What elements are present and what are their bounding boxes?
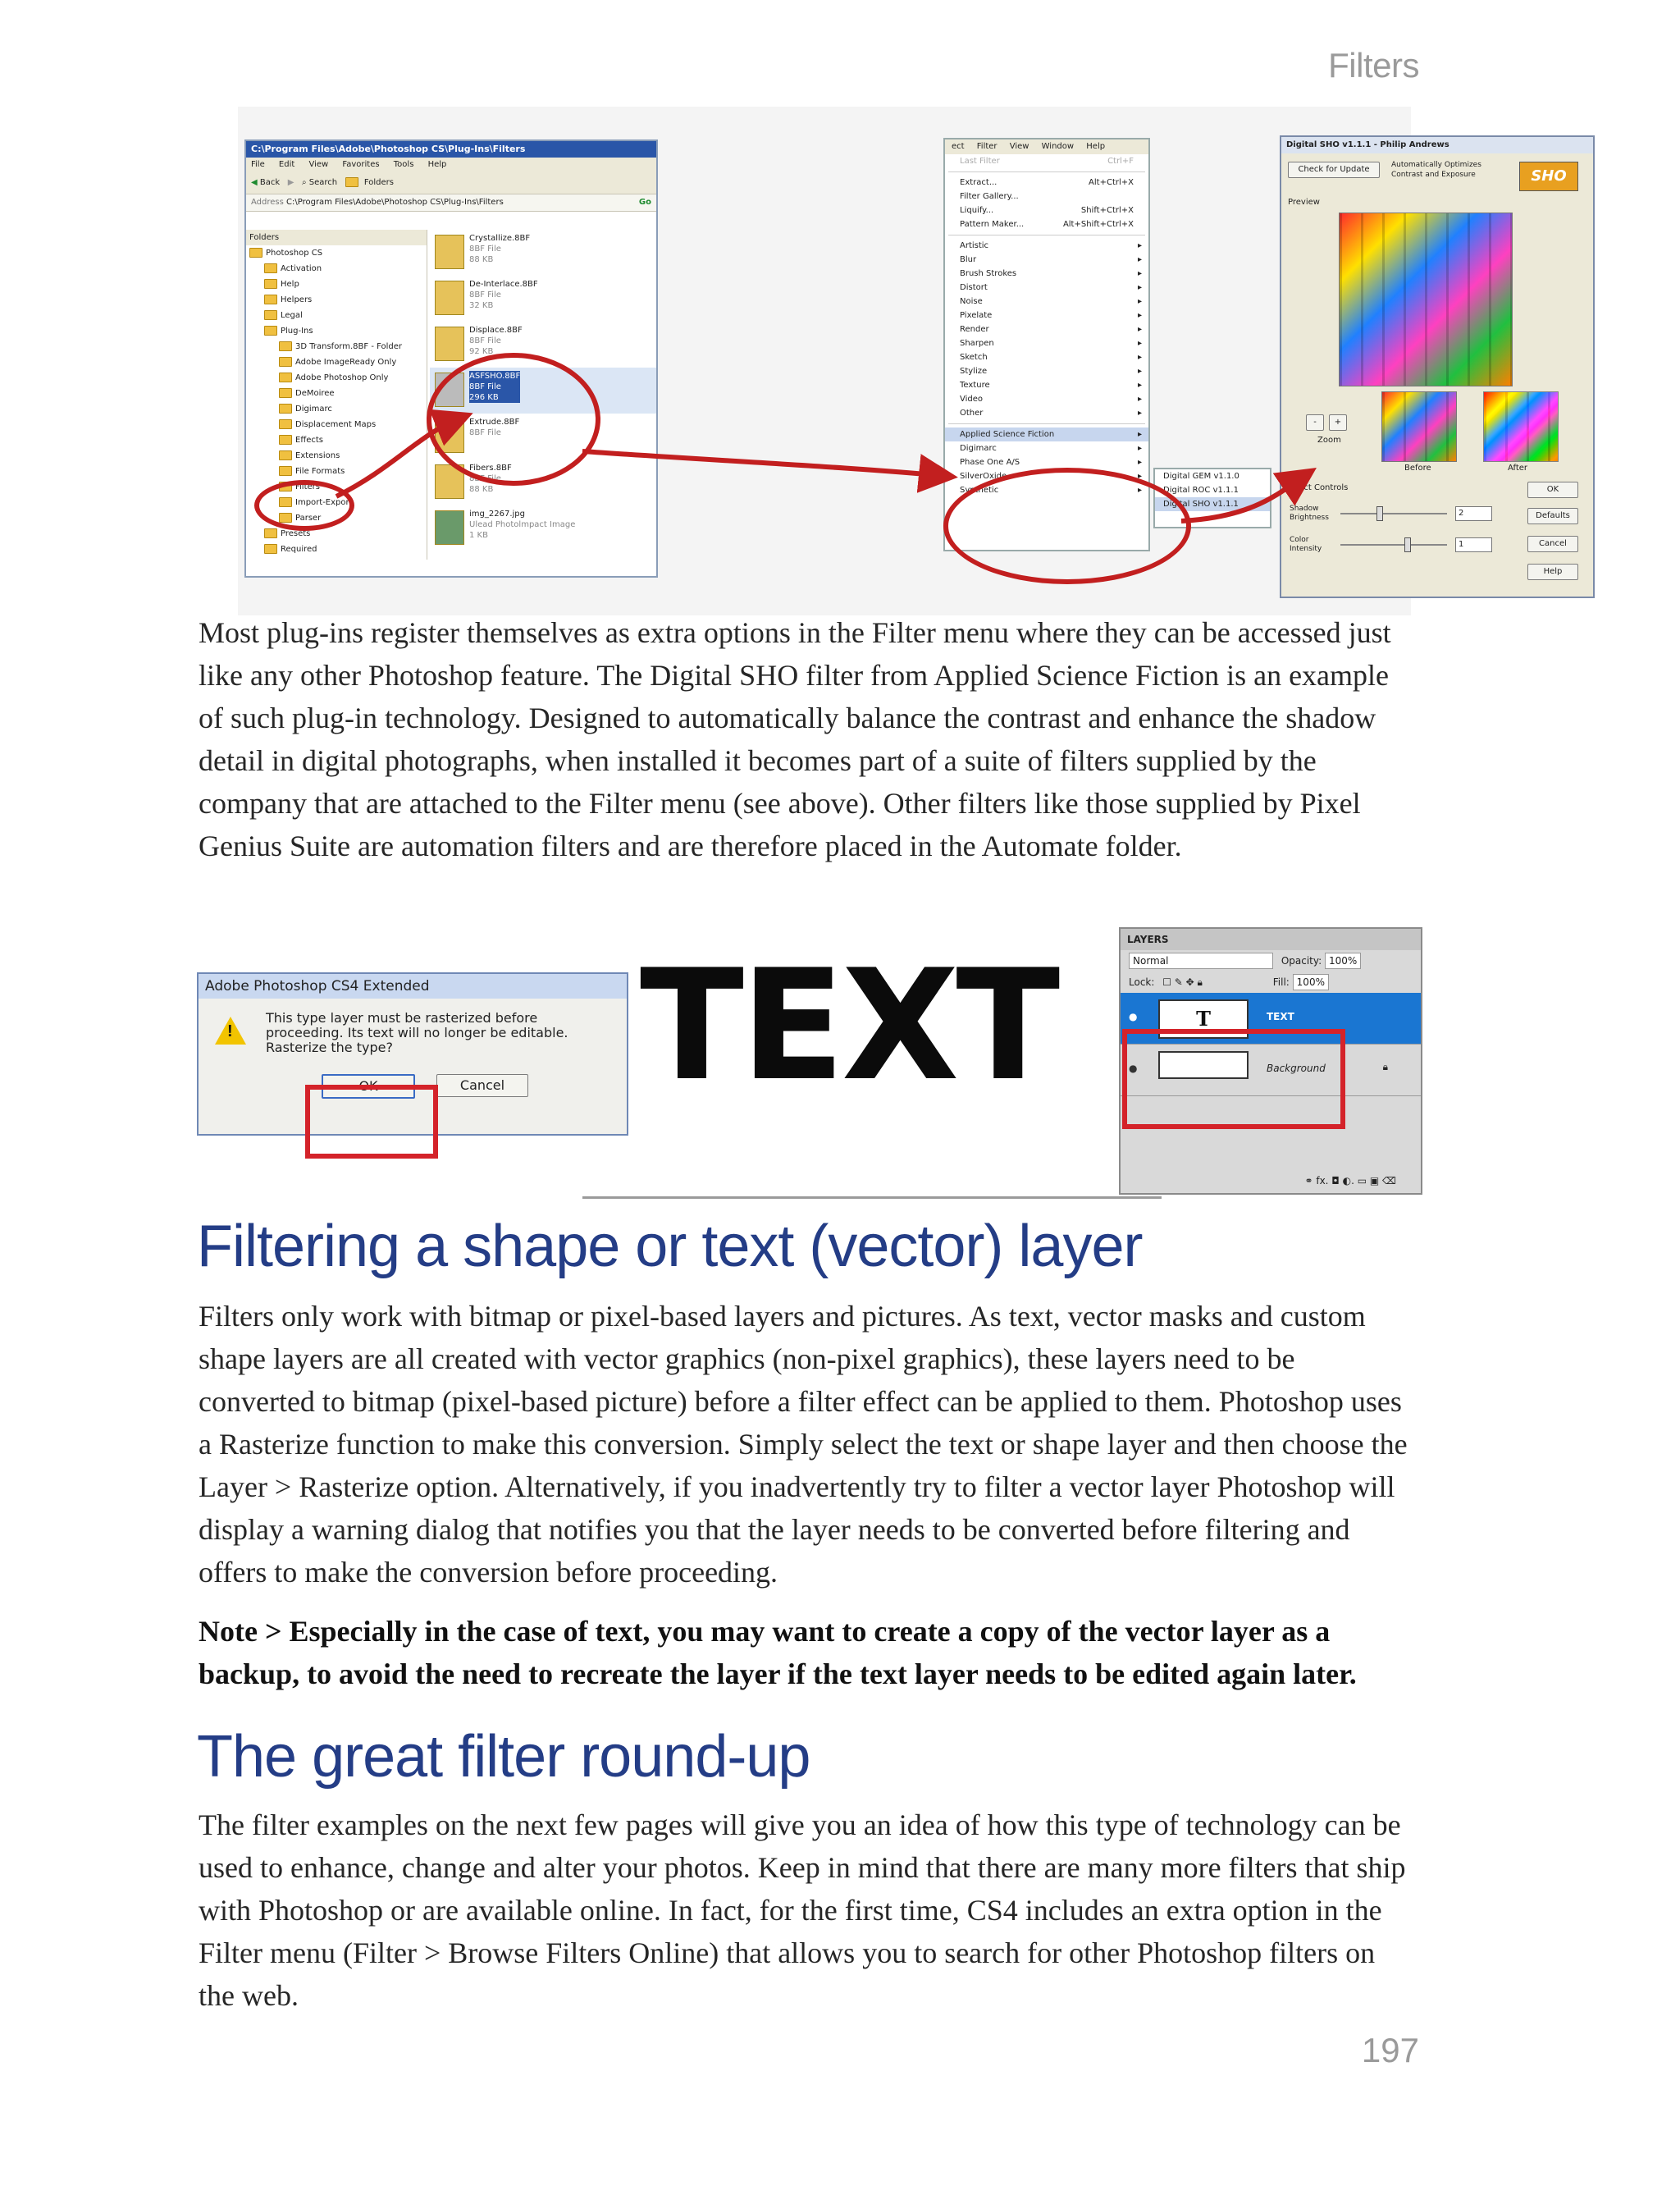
menu-item[interactable]: Last Filter Ctrl+F — [960, 157, 1134, 166]
zoom-label: Zoom — [1317, 436, 1341, 445]
folder-item[interactable]: Activation — [246, 261, 427, 277]
page-number: 197 — [1361, 2031, 1419, 2069]
menu-item-applied-science-fiction[interactable]: Applied Science Fiction ▸ — [945, 427, 1148, 441]
folder-item[interactable]: File Formats — [246, 464, 427, 479]
alert-title: Adobe Photoshop CS4 Extended — [199, 974, 627, 999]
submenu-arrow-icon: ▸ — [1137, 353, 1142, 362]
file-item[interactable]: img_2267.jpg Ulead Photolmpact Image 1 KB — [430, 505, 656, 551]
highlight-arrows — [238, 107, 1411, 615]
blend-row — [1121, 950, 1421, 972]
menu-item[interactable]: SilverOxide ▸ — [945, 469, 1148, 483]
check-update-button[interactable]: Check for Update — [1288, 162, 1380, 178]
running-head: Filters — [1328, 46, 1419, 85]
menu-item[interactable]: Noise ▸ — [945, 295, 1148, 309]
menu-item[interactable]: Sketch ▸ — [945, 350, 1148, 364]
section-heading-roundup: The great filter round-up — [197, 1724, 810, 1790]
menu-item[interactable]: Filter Gallery... — [960, 192, 1019, 201]
help-button[interactable]: Help — [1527, 564, 1578, 580]
paragraph-plugins: Most plug-ins register themselves as extra options in the Filter menu where they can be accessed just like any other Photoshop feature. The Digital SHO filter from Applied Science Fiction is an example of such plug-in technology. Designed to automatically balance the contrast and enhance the shadow detail in digital photographs, when installed it becomes part of a suite of filters supplied by the company that are attached to the Filter menu (see above). Other filters like those supplied by Pixel Genius Suite are automation filters and are therefore placed in the Automate folder. — [199, 616, 1391, 862]
lock-label: Lock: — [1129, 976, 1155, 988]
submenu-arrow-icon: ▸ — [1137, 283, 1142, 292]
cancel-button[interactable]: Cancel — [436, 1074, 528, 1097]
fill-label: Fill: — [1272, 976, 1290, 988]
file-item-selected[interactable]: ASFSHO.8BF 8BF File 296 KB — [430, 368, 656, 414]
rasterize-figure — [197, 927, 1419, 1198]
submenu-arrow-icon: ▸ — [1137, 339, 1142, 348]
submenu-arrow-icon: ▸ — [1137, 458, 1142, 467]
zoom-out-button[interactable]: - — [1306, 414, 1324, 431]
submenu-arrow-icon: ▸ — [1137, 486, 1142, 495]
submenu-arrow-icon: ▸ — [1137, 381, 1142, 390]
menu-file[interactable]: File — [251, 160, 265, 169]
search-button[interactable]: Search — [308, 178, 338, 187]
go-button[interactable]: Go — [638, 198, 651, 207]
type-layer-thumbnail: T — [1158, 999, 1249, 1039]
folder-item[interactable]: Parser — [246, 510, 427, 526]
defaults-button[interactable]: Defaults — [1527, 508, 1578, 524]
folder-item[interactable]: Displacement Maps — [246, 417, 427, 432]
submenu-arrow-icon: ▸ — [1137, 325, 1142, 334]
opacity-input[interactable]: 100% — [1325, 953, 1361, 969]
submenu-arrow-icon: ▸ — [1137, 269, 1142, 278]
folder-item[interactable]: Presets — [246, 526, 427, 542]
menu-favorites[interactable]: Favorites — [342, 160, 380, 169]
lock-icons[interactable]: ☐ ✎ ✥ 🔒︎ — [1162, 976, 1203, 988]
plugin-screenshot-figure — [238, 107, 1570, 615]
shadow-label: Shadow Brightness — [1290, 505, 1329, 522]
paragraph-roundup: The filter examples on the next few pages will give you an idea of how this type of technology can be used to enhance, change and alter your photos. Keep in mind that there are many more filters that ship with Photoshop or are available online. In fact, for the first time, CS4 includes an extra option in the Filter menu (Filter > Browse Filters Online) that allows you to search for other Photoshop filters on the web. — [199, 1808, 1406, 2012]
blend-mode-select[interactable]: Normal — [1129, 953, 1273, 969]
effect-controls-label: Effect Controls — [1288, 483, 1349, 492]
submenu-arrow-icon: ▸ — [1137, 472, 1142, 481]
after-thumbnail — [1483, 391, 1559, 462]
menu-edit[interactable]: Edit — [278, 160, 295, 169]
note-backup: Note > Especially in the case of text, you may want to create a copy of the vector layer as a backup, to avoid the need to recreate the layer if the text layer needs to be edited again later. — [199, 1615, 1357, 1690]
paragraph-vector: Filters only work with bitmap or pixel-based layers and pictures. As text, vector masks and custom shape layers are all created with vector graphics (non-pixel graphics), these layers need to be converted to bitmap (pixel-based picture) before a filter effect can be applied to them. Photoshop uses a Rasterize function to make this conversion. Simply select the text or shape layer and then choose the Layer > Rasterize option. Alternatively, if you inadvertently try to filter a vector layer Photoshop will display a warning dialog that notifies you that the layer needs to be converted before filtering and offers to make the conversion before proceeding. — [199, 1300, 1408, 1589]
arrow-file-to-menu — [582, 451, 943, 476]
text-layer-highlight-box — [1122, 1029, 1345, 1129]
address-label: Address — [251, 198, 284, 207]
submenu-arrow-icon: ▸ — [1137, 430, 1142, 439]
layer-name: Background — [1267, 1063, 1326, 1074]
ok-button[interactable]: OK — [1527, 482, 1578, 498]
section-heading-vector: Filtering a shape or text (vector) layer — [197, 1214, 1143, 1279]
folder-item[interactable]: DeMoiree — [246, 386, 427, 401]
menu-item[interactable]: Digimarc ▸ — [945, 441, 1148, 455]
ok-button[interactable]: OK — [322, 1074, 415, 1099]
menu-select[interactable]: ect — [952, 142, 965, 151]
cancel-button[interactable]: Cancel — [1527, 536, 1578, 552]
submenu-arrow-icon: ▸ — [1137, 409, 1142, 418]
menu-item[interactable]: Extract... Alt+Ctrl+X — [960, 178, 1134, 187]
folder-item[interactable]: Photoshop CS — [246, 245, 427, 261]
layers-footer — [1121, 1170, 1421, 1191]
fill-input[interactable]: 100% — [1293, 974, 1329, 990]
eye-icon[interactable]: ● — [1129, 1063, 1138, 1074]
submenu-item-digital-sho[interactable]: Digital SHO v1.1.1 — [1155, 497, 1270, 511]
menu-item[interactable]: Blur ▸ — [945, 253, 1148, 267]
menu-item[interactable]: Render ▸ — [945, 322, 1148, 336]
submenu-arrow-icon: ▸ — [1137, 444, 1142, 453]
folder-item-filters[interactable]: Filters — [246, 479, 427, 495]
search-icon[interactable]: ⌕ — [301, 178, 307, 187]
submenu-arrow-icon: ▸ — [1137, 241, 1142, 250]
forward-icon[interactable]: ▶ — [287, 178, 294, 187]
folder-item[interactable]: Extensions — [246, 448, 427, 464]
menu-item[interactable]: Stylize ▸ — [945, 364, 1148, 378]
folder-item[interactable]: Help — [246, 277, 427, 292]
layer-name: TEXT — [1267, 1011, 1294, 1022]
submenu-arrow-icon: ▸ — [1137, 297, 1142, 306]
auto-optimize-text: Automatically Optimizes Contrast and Exposure — [1391, 161, 1481, 179]
folder-item[interactable]: Digimarc — [246, 401, 427, 417]
dialog-title: Digital SHO v1.1.1 - Philip Andrews — [1281, 137, 1593, 153]
folder-item[interactable]: Import-Export — [246, 495, 427, 510]
file-item[interactable]: Displace.8BF 8BF File 92 KB — [430, 322, 656, 368]
file-item[interactable]: De-Interlace.8BF 8BF File 32 KB — [430, 276, 656, 322]
folder-item[interactable]: Required — [246, 542, 427, 557]
zoom-in-button[interactable]: + — [1329, 414, 1347, 431]
submenu-item[interactable]: Digital ROC v1.1.1 — [1163, 486, 1239, 495]
menu-item[interactable]: Sharpen ▸ — [945, 336, 1148, 350]
file-item[interactable]: Extrude.8BF 8BF File — [430, 414, 656, 459]
arrow-menu-to-dialog — [1181, 476, 1304, 521]
menu-item[interactable]: Distort ▸ — [945, 281, 1148, 295]
folders-label: Folders — [246, 230, 427, 245]
folders-button[interactable]: Folders — [363, 178, 394, 187]
address-input[interactable]: C:\Program Files\Adobe\Photoshop CS\Plug-Ins\Filters — [286, 198, 504, 207]
menu-item[interactable]: Artistic ▸ — [945, 239, 1148, 253]
menu-item[interactable]: Video ▸ — [945, 392, 1148, 406]
submenu-arrow-icon: ▸ — [1137, 255, 1142, 264]
menu-item[interactable]: Synthetic ▸ — [945, 483, 1148, 497]
menu-filter[interactable]: Filter — [976, 142, 998, 151]
explorer-title: C:\Program Files\Adobe\Photoshop CS\Plug-Ins\Filters — [246, 141, 656, 158]
folder-item[interactable]: 3D Transform.8BF - Folder — [246, 339, 427, 354]
menu-item[interactable]: Texture ▸ — [945, 378, 1148, 392]
submenu-arrow-icon: ▸ — [1137, 311, 1142, 320]
sho-logo: SHO — [1519, 162, 1578, 191]
menu-item[interactable]: Liquify... Shift+Ctrl+X — [960, 206, 1134, 215]
submenu-item[interactable]: Digital GEM v1.1.0 — [1163, 472, 1239, 481]
lock-icon: 🔒︎ — [1382, 1061, 1388, 1072]
file-item[interactable]: Fibers.8BF 8BF File 88 KB — [430, 459, 656, 505]
folder-item[interactable]: Adobe ImageReady Only — [246, 354, 427, 370]
before-label: Before — [1404, 464, 1431, 473]
layers-footer-icons[interactable]: ⚭ fx. ◘ ◐. ▭ ▣ ⌫ — [1304, 1175, 1396, 1186]
ok-highlight-box — [305, 1085, 438, 1159]
menu-help[interactable]: Help — [1086, 142, 1106, 151]
layers-panel-title: LAYERS — [1121, 929, 1421, 950]
menu-item[interactable]: Other ▸ — [945, 406, 1148, 420]
submenu-arrow-icon: ▸ — [1137, 395, 1142, 404]
menu-item[interactable]: Pixelate ▸ — [945, 309, 1148, 322]
submenu-arrow-icon: ▸ — [1137, 367, 1142, 376]
menu-item[interactable]: Brush Strokes ▸ — [945, 267, 1148, 281]
sample-text-graphic: TEXT — [640, 936, 1057, 1114]
menu-help[interactable]: Help — [427, 160, 447, 169]
folder-item[interactable]: Effects — [246, 432, 427, 448]
menu-item[interactable]: Pattern Maker... Alt+Shift+Ctrl+X — [960, 220, 1134, 229]
folder-item[interactable]: Helpers — [246, 292, 427, 308]
preview-label: Preview — [1288, 198, 1320, 207]
figure-divider — [582, 1196, 1162, 1199]
menu-view[interactable]: View — [1009, 142, 1029, 151]
opacity-label: Opacity: — [1281, 955, 1322, 967]
alert-message: This type layer must be rasterized before proceeding. Its text will no longer be editable. Rasterize the type? — [266, 1010, 568, 1055]
back-button[interactable]: Back — [259, 178, 281, 187]
folder-item[interactable]: Adobe Photoshop Only — [246, 370, 427, 386]
menu-item[interactable]: Phase One A/S ▸ — [945, 455, 1148, 469]
color-label: Color Intensity — [1290, 536, 1322, 553]
arrow-folder-to-file — [336, 418, 459, 496]
lock-row — [1121, 972, 1421, 993]
menu-tools[interactable]: Tools — [393, 160, 414, 169]
menu-view[interactable]: View — [308, 160, 329, 169]
after-label: After — [1508, 464, 1528, 473]
folder-item[interactable]: Legal — [246, 308, 427, 323]
eye-icon[interactable]: ● — [1129, 1011, 1138, 1022]
folder-item[interactable]: Plug-Ins — [246, 323, 427, 339]
back-icon[interactable]: ◀ — [251, 178, 258, 187]
file-item[interactable]: Crystallize.8BF 8BF File 88 KB — [430, 230, 656, 276]
color-value-input[interactable]: 1 — [1455, 537, 1492, 552]
warning-icon: ! — [215, 1017, 246, 1045]
menu-window[interactable]: Window — [1041, 142, 1075, 151]
shadow-value-input[interactable]: 2 — [1455, 506, 1492, 521]
